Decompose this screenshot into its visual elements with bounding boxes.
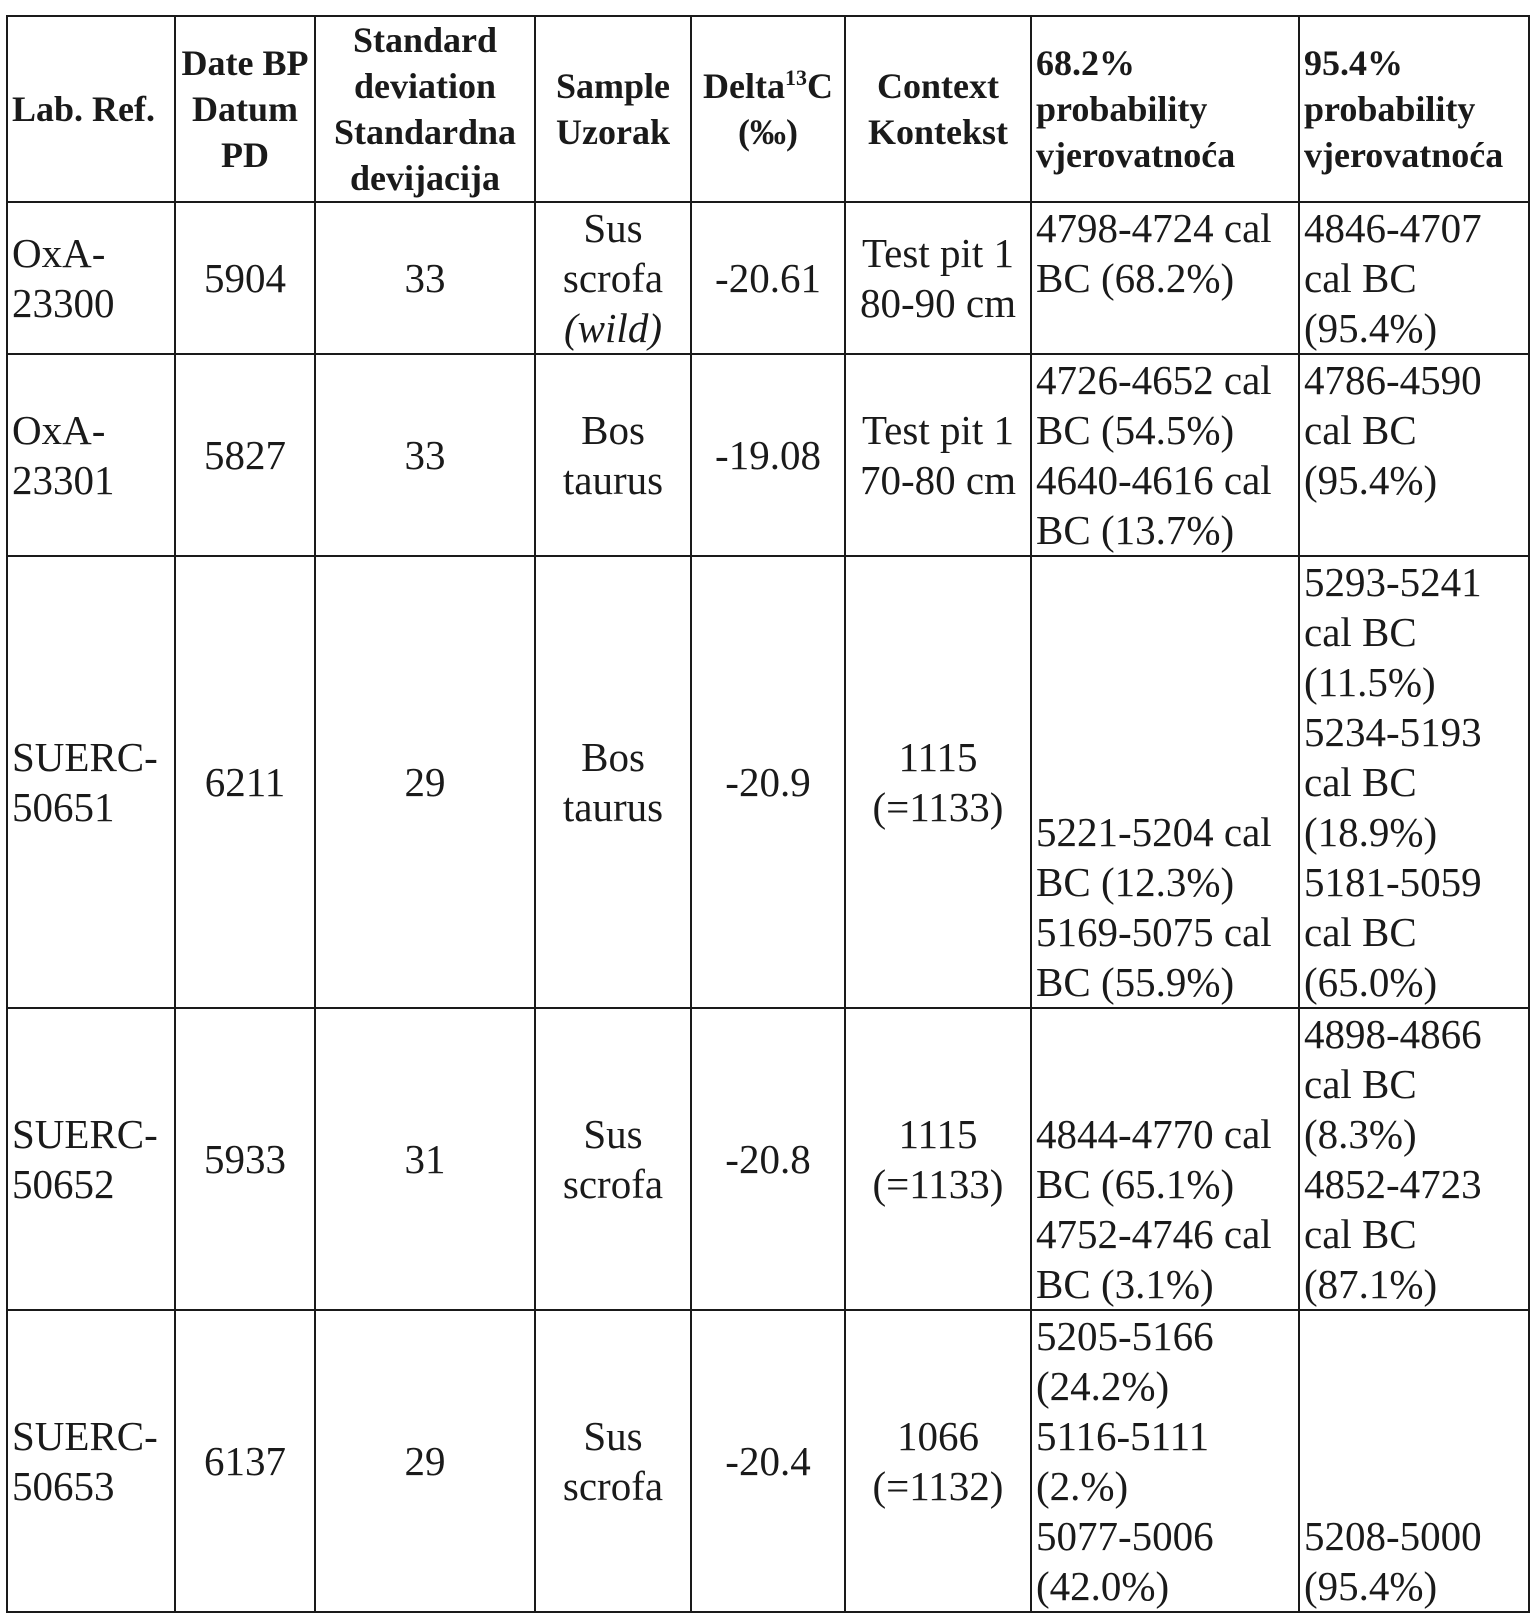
date-bp-cell: 5904 <box>175 202 315 354</box>
delta13c-cell: -20.9 <box>691 556 845 1008</box>
context-cell: Test pit 1 70-80 cm <box>845 354 1031 556</box>
context-cell: 1115 (=1133) <box>845 556 1031 1008</box>
lab-ref-cell: SUERC- 50652 <box>7 1008 175 1310</box>
header-lab-ref: Lab. Ref. <box>7 16 175 202</box>
date-bp-cell: 6137 <box>175 1310 315 1612</box>
delta13c-cell: -19.08 <box>691 354 845 556</box>
context-cell: 1115 (=1133) <box>845 1008 1031 1310</box>
p95-cell: 4786-4590 cal BC (95.4%) <box>1299 354 1529 556</box>
header-row <box>7 16 1529 202</box>
std-dev-cell: 29 <box>315 556 535 1008</box>
header-standard-deviation: Standard deviation Standardna devijacija <box>315 16 535 202</box>
p95-cell: 5208-5000 (95.4%) <box>1299 1310 1529 1612</box>
header-date-bp: Date BP Datum PD <box>175 16 315 202</box>
date-bp-cell: 6211 <box>175 556 315 1008</box>
context-cell: 1066 (=1132) <box>845 1310 1031 1612</box>
p95-cell: 5293-5241 cal BC (11.5%) 5234-5193 cal BC (18.9%) 5181-5059 cal BC (65.0%) <box>1299 556 1529 1008</box>
header-68-probability: 68.2% probability vjerovatnoća <box>1031 16 1299 202</box>
sample-cell: Bos taurus <box>535 556 691 1008</box>
sample-cell: Sus scrofa (wild) <box>535 202 691 354</box>
header-95-probability: 95.4% probability vjerovatnoća <box>1299 16 1529 202</box>
header-context: Context Kontekst <box>845 16 1031 202</box>
table-row <box>7 556 1529 1008</box>
radiocarbon-dates-table <box>6 15 1530 1613</box>
std-dev-cell: 33 <box>315 202 535 354</box>
table-row <box>7 1008 1529 1310</box>
lab-ref-cell: OxA- 23300 <box>7 202 175 354</box>
delta13c-cell: -20.4 <box>691 1310 845 1612</box>
p95-cell: 4846-4707 cal BC (95.4%) <box>1299 202 1529 354</box>
p68-cell: 5221-5204 cal BC (12.3%) 5169-5075 cal BC (55.9%) <box>1031 556 1299 1008</box>
lab-ref-cell: SUERC- 50651 <box>7 556 175 1008</box>
lab-ref-cell: OxA- 23301 <box>7 354 175 556</box>
p68-cell: 4844-4770 cal BC (65.1%) 4752-4746 cal BC (3.1%) <box>1031 1008 1299 1310</box>
date-bp-cell: 5827 <box>175 354 315 556</box>
context-cell: Test pit 1 80-90 cm <box>845 202 1031 354</box>
std-dev-cell: 31 <box>315 1008 535 1310</box>
std-dev-cell: 33 <box>315 354 535 556</box>
delta13c-cell: -20.8 <box>691 1008 845 1310</box>
header-sample: Sample Uzorak <box>535 16 691 202</box>
table-row <box>7 354 1529 556</box>
sample-cell: Bos taurus <box>535 354 691 556</box>
delta13c-cell: -20.61 <box>691 202 845 354</box>
p68-cell: 5205-5166 (24.2%) 5116-5111 (2.%) 5077-5006 (42.0%) <box>1031 1310 1299 1612</box>
sample-cell: Sus scrofa <box>535 1310 691 1612</box>
p68-cell: 4798-4724 cal BC (68.2%) <box>1031 202 1299 354</box>
sample-cell: Sus scrofa <box>535 1008 691 1310</box>
table-row <box>7 1310 1529 1612</box>
p68-cell: 4726-4652 cal BC (54.5%) 4640-4616 cal BC (13.7%) <box>1031 354 1299 556</box>
table-row <box>7 202 1529 354</box>
lab-ref-cell: SUERC- 50653 <box>7 1310 175 1612</box>
date-bp-cell: 5933 <box>175 1008 315 1310</box>
std-dev-cell: 29 <box>315 1310 535 1612</box>
p95-cell: 4898-4866 cal BC (8.3%) 4852-4723 cal BC (87.1%) <box>1299 1008 1529 1310</box>
header-delta13c: Delta$^{13}$C (‰) <box>691 16 845 202</box>
